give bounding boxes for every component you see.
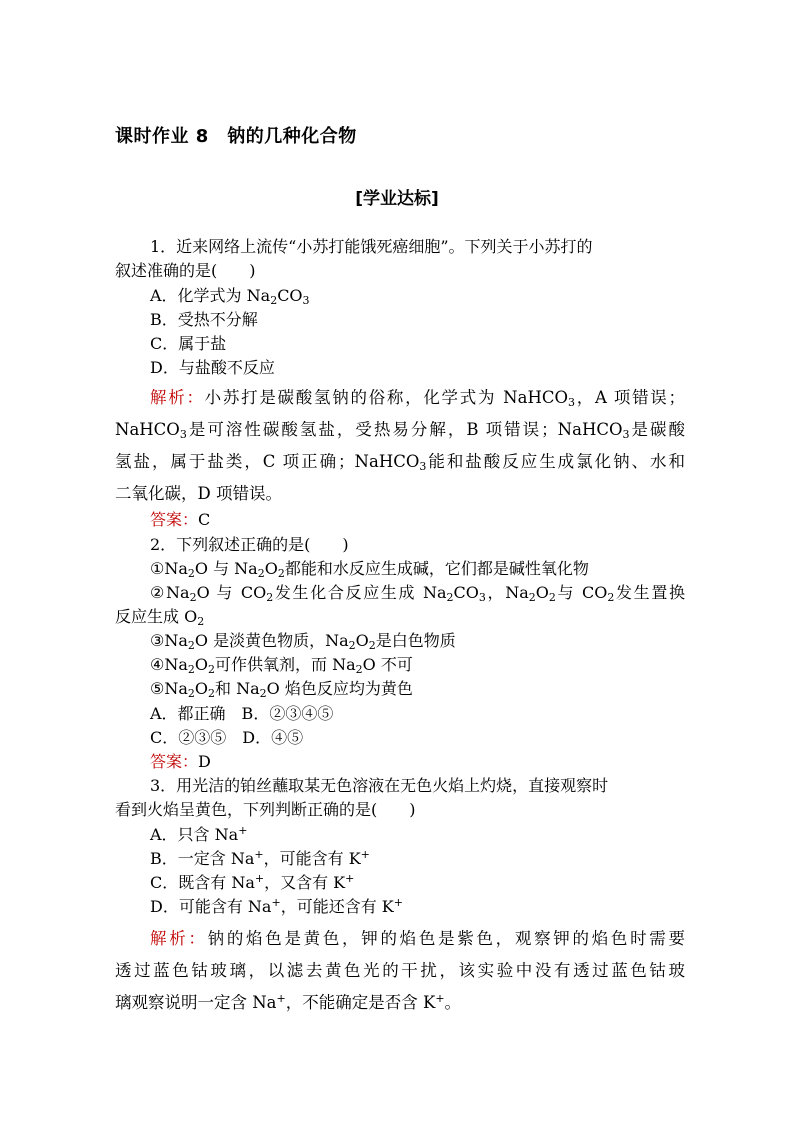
q1-answer: 答案：C (150, 510, 211, 529)
q3-analysis-line-2: 透过蓝色钴玻璃，以滤去黄色光的干扰，该实验中没有透过蓝色钴玻 (115, 961, 685, 980)
q3-option-d: D．可能含有 Na+，可能还含有 K+ (150, 896, 403, 916)
answer-label: 答案： (150, 510, 199, 529)
q2-stem: 2．下列叙述正确的是( ) (150, 535, 349, 554)
q1-stem-line-1: 1．近来网络上流传“小苏打能饿死癌细胞”。下列关于小苏打的 (150, 237, 593, 256)
q2-answer: 答案：D (150, 752, 211, 771)
q2-statement-2: $②Na_2O$ 与 $CO_2$发生化合反应生成 $Na_2CO_3$，$Na_2O_2$与 $CO_2$发生置换 (150, 583, 685, 604)
q3-analysis-line-1: 解析：钠的焰色是黄色，钾的焰色是紫色，观察钾的焰色时需要 (150, 929, 686, 948)
q1-analysis-line-3: 氢盐，属于盐类，C 项正确；NaHCO$_3$能和盐酸反应生成氯化钠、水和 (115, 452, 686, 473)
q2-statement-1: $①Na_2O$ 与 $Na_2O_2$都能和水反应生成碱，它们都是碱性氧化物 (150, 559, 589, 580)
analysis-label: 解析： (150, 929, 208, 948)
q1-option-c: C．属于盐 (150, 334, 227, 353)
q3-stem-line-2: 看到火焰呈黄色，下列判断正确的是( ) (115, 800, 416, 819)
q1-option-b: B．受热不分解 (150, 310, 258, 329)
q3-analysis-line-3: 璃观察说明一定含 Na+，不能确定是否含 K+。 (115, 992, 462, 1012)
q3-stem-line-1: 3．用光洁的铂丝蘸取某无色溶液在无色火焰上灼烧，直接观察时 (150, 776, 609, 795)
q1-analysis-line-4: 二氧化碳，D 项错误。 (115, 484, 282, 503)
page-title: 课时作业 8 钠的几种化合物 (115, 126, 357, 147)
q2-options-ab: A．都正确 B．②③④⑤ (150, 704, 334, 723)
analysis-label: 解析： (150, 388, 205, 407)
q2-statement-4: $④Na_2O_2$可作供氧剂，而 $Na_2O$ 不可 (150, 655, 413, 676)
q2-statement-5: $⑤Na_2O_2$和 $Na_2O$ 焰色反应均为黄色 (150, 679, 413, 700)
q1-analysis-line-2: NaHCO$_3$是可溶性碳酸氢盐，受热易分解，B 项错误；NaHCO$_3$是碳酸 (115, 420, 686, 441)
q1-analysis-line-1: 解析：小苏打是碳酸氢钠的俗称，化学式为 NaHCO$_3$，A 项错误； (150, 388, 686, 409)
q2-statement-2-cont: 反应生成 $O_2$ (115, 607, 205, 628)
q3-option-c: C．既含有 Na+，又含有 K+ (150, 872, 355, 892)
q3-option-b: B．一定含 Na+，可能含有 K+ (150, 848, 370, 868)
q1-option-d: D．与盐酸不反应 (150, 358, 275, 377)
q1-stem-line-2: 叙述准确的是( ) (115, 261, 256, 280)
q2-options-cd: C．②③⑤ D．④⑤ (150, 728, 304, 747)
answer-label: 答案： (150, 752, 199, 771)
q1-option-a: A．化学式为 $Na_2CO_3$ (150, 286, 310, 307)
q2-statement-3: $③Na_2O$ 是淡黄色物质，$Na_2O_2$是白色物质 (150, 631, 456, 652)
q3-option-a: A．只含 Na+ (150, 824, 248, 844)
section-heading: [学业达标] (355, 189, 439, 209)
